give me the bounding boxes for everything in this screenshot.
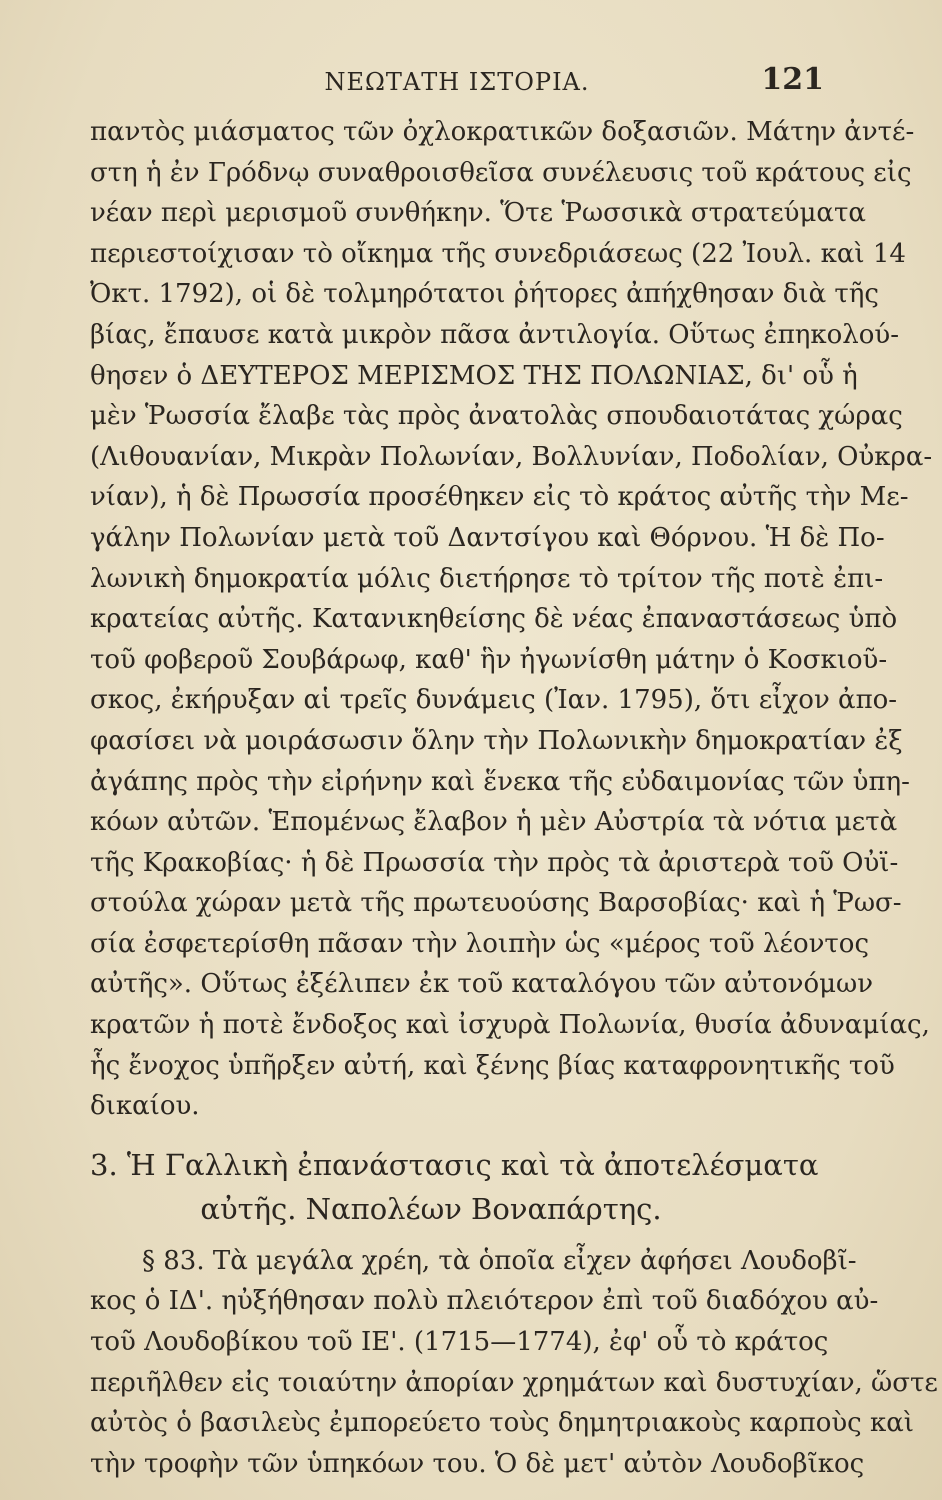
text-line: νέαν περὶ μερισμοῦ συνθήκην. Ὅτε Ῥωσσικὰ στρατεύματα — [90, 198, 866, 229]
text-line: κρατῶν ἡ ποτὲ ἔνδοξος καὶ ἰσχυρὰ Πολωνία, θυσία ἀδυναμίας, — [90, 1010, 930, 1041]
text-line: θησεν ὁ ΔΕΥΤΕΡΟΣ ΜΕΡΙΣΜΟΣ ΤΗΣ ΠΟΛΩΝΙΑΣ, δι' οὗ ἡ — [90, 360, 858, 391]
text-line: (Λιθουανίαν, Μικρὰν Πολωνίαν, Βολλυνίαν, Ποδολίαν, Οὐκρα- — [90, 441, 933, 472]
text-line: τῆς Κρακοβίας· ἡ δὲ Πρωσσία τὴν πρὸς τὰ ἀριστερὰ τοῦ Οὐϊ- — [90, 847, 899, 878]
paragraph-2 — [90, 1241, 938, 1485]
body-text — [90, 112, 938, 1484]
text-line: ἧς ἔνοχος ὑπῆρξεν αὐτή, καὶ ξένης βίας καταφρονητικῆς τοῦ — [90, 1050, 895, 1081]
text-line: νίαν), ἡ δὲ Πρωσσία προσέθηκεν εἰς τὸ κράτος αὐτῆς τὴν Με- — [90, 482, 909, 513]
text-line: γάλην Πολωνίαν μετὰ τοῦ Δαντσίγου καὶ Θόρνου. Ἡ δὲ Πο- — [90, 522, 885, 553]
text-line: κόων αὐτῶν. Ἑπομένως ἔλαβον ἡ μὲν Αὐστρία τὰ νότια μετὰ — [90, 807, 898, 838]
section-heading-line-1: 3. Ἡ Γαλλικὴ ἐπανάστασις καὶ τὰ ἀποτελέσματα — [90, 1147, 819, 1182]
text-line: μὲν Ῥωσσία ἔλαβε τὰς πρὸς ἀνατολὰς σπουδαιοτάτας χώρας — [90, 401, 903, 432]
running-title: ΝΕΩΤΑΤΗ ΙΣΤΟΡΙΑ. — [324, 68, 590, 96]
text-line: παντὸς μιάσματος τῶν ὀχλοκρατικῶν δοξασιῶν. Μάτην ἀντέ- — [90, 117, 915, 147]
text-line: ἀγάπης πρὸς τὴν εἰρήνην καὶ ἕνεκα τῆς εὐδαιμονίας τῶν ὑπη- — [90, 766, 910, 797]
text-line: Ὀκτ. 1792), οἱ δὲ τολμηρότατοι ῥήτορες ἀπήχθησαν διὰ τῆς — [90, 279, 879, 310]
text-line: τὴν τροφὴν τῶν ὑπηκόων του. Ὁ δὲ μετ' αὐτὸν Λουδοβῖκος — [90, 1448, 865, 1479]
text-line: τοῦ Λουδοβίκου τοῦ ΙΕ'. (1715—1774), ἐφ' οὗ τὸ κράτος — [90, 1327, 829, 1358]
section-heading — [90, 1143, 819, 1231]
text-line: § 83. Τὰ μεγάλα χρέη, τὰ ὁποῖα εἶχεν ἀφήσει Λουδοβῖ- — [142, 1245, 857, 1276]
text-line: σκος, ἐκήρυξαν αἱ τρεῖς δυνάμεις (Ἰαν. 1795), ὅτι εἶχον ἀπο- — [90, 685, 898, 716]
page-header — [90, 62, 824, 102]
page-number: 121 — [761, 62, 824, 97]
text-line: στη ἡ ἐν Γρόδνῳ συναθροισθεῖσα συνέλευσις τοῦ κράτους εἰς — [90, 157, 912, 188]
text-line: τοῦ φοβεροῦ Σουβάρωφ, καθ' ἣν ἠγωνίσθη μάτην ὁ Κοσκιοῦ- — [90, 644, 888, 675]
text-line: κος ὁ ΙΔ'. ηὐξήθησαν πολὺ πλειότερον ἐπὶ τοῦ διαδόχου αὐ- — [90, 1286, 879, 1317]
text-line: δικαίου. — [90, 1091, 200, 1122]
text-line: περιεστοίχισαν τὸ οἴκημα τῆς συνεδριάσεως (22 Ἰουλ. καὶ 14 — [90, 238, 906, 269]
text-line: κρατείας αὐτῆς. Κατανικηθείσης δὲ νέας ἐπαναστάσεως ὑπὸ — [90, 604, 898, 635]
text-line: αὐτὸς ὁ βασιλεὺς ἐμπορεύετο τοὺς δημητριακοὺς καρποὺς καὶ — [90, 1408, 914, 1439]
paragraph-1 — [90, 112, 933, 1127]
text-line: σία ἐσφετερίσθη πᾶσαν τὴν λοιπὴν ὡς «μέρος τοῦ λέοντος — [90, 928, 870, 959]
text-line: περιῆλθεν εἰς τοιαύτην ἀπορίαν χρημάτων καὶ δυστυχίαν, ὥστε — [90, 1367, 938, 1398]
section-heading-line-2: αὐτῆς. Ναπολέων Βοναπάρτης. — [200, 1191, 662, 1226]
text-line: στούλα χώραν μετὰ τῆς πρωτευούσης Βαρσοβίας· καὶ ἡ Ῥωσ- — [90, 888, 902, 919]
text-line: λωνικὴ δημοκρατία μόλις διετήρησε τὸ τρίτον τῆς ποτὲ ἐπι- — [90, 563, 884, 594]
text-line: αὐτῆς». Οὕτως ἐξέλιπεν ἐκ τοῦ καταλόγου τῶν αὐτονόμων — [90, 969, 874, 1000]
text-line: βίας, ἔπαυσε κατὰ μικρὸν πᾶσα ἀντιλογία. Οὕτως ἐπηκολού- — [90, 319, 900, 350]
text-line: φασίσει νὰ μοιράσωσιν ὅλην τὴν Πολωνικὴν δημοκρατίαν ἐξ — [90, 725, 903, 756]
